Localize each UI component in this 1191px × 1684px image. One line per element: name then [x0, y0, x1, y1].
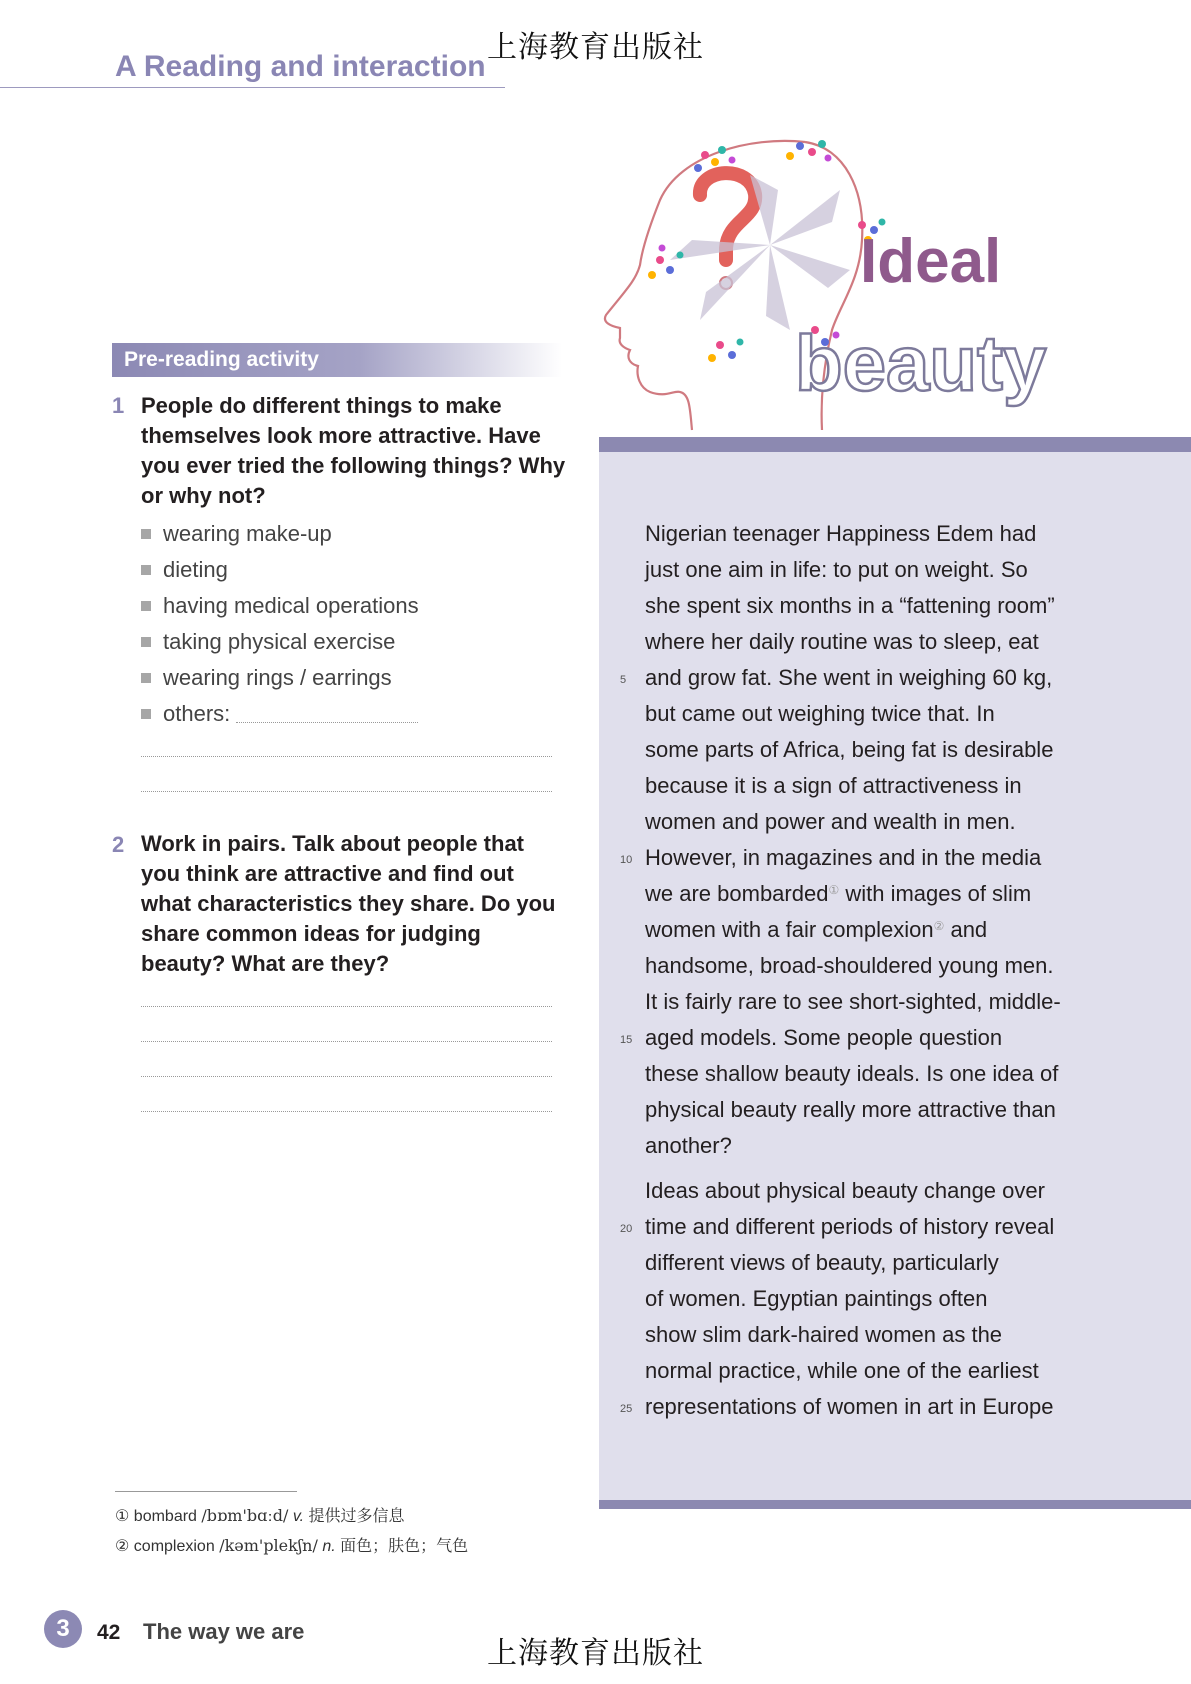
- text-line: some parts of Africa, being fat is desirable: [645, 737, 1054, 762]
- hero-title-ideal: Ideal: [860, 227, 1002, 296]
- publisher-watermark-top: 上海教育出版社: [487, 30, 704, 65]
- reading-panel-bottom-bar: [599, 1500, 1191, 1509]
- question-1-number: 1: [112, 393, 125, 418]
- option-label: wearing rings / earrings: [163, 665, 392, 690]
- list-item: [141, 624, 419, 660]
- pre-reading-label: Pre-reading activity: [124, 348, 319, 371]
- text-line: but came out weighing twice that. In: [645, 701, 995, 726]
- text-line: women and power and wealth in men.: [645, 809, 1016, 834]
- text-line: Ideas about physical beauty change over: [645, 1178, 1045, 1203]
- answer-line[interactable]: [141, 756, 552, 757]
- publisher-watermark-bottom: 上海教育出版社: [487, 1636, 704, 1671]
- footnote-marker[interactable]: ①: [828, 883, 840, 897]
- line-number: 15: [620, 1034, 633, 1046]
- text-line: because it is a sign of attractiveness in: [645, 773, 1022, 798]
- text-segment: women with a fair complexion: [645, 917, 934, 942]
- option-label: others:: [163, 701, 231, 726]
- line-number: 5: [620, 674, 627, 686]
- unit-title: The way we are: [143, 1619, 305, 1644]
- square-bullet-icon: [141, 529, 151, 539]
- text-line: time and different periods of history reveal: [645, 1214, 1055, 1239]
- footnote-pos: v.: [292, 1508, 305, 1525]
- footnote-pos: n.: [322, 1538, 336, 1555]
- text-segment: with images of slim: [839, 881, 1032, 906]
- text-line: However, in magazines and in the media: [645, 845, 1042, 870]
- question-1-options: [141, 516, 419, 732]
- line-number: 10: [620, 854, 633, 866]
- option-label: wearing make-up: [163, 521, 332, 546]
- square-bullet-icon: [141, 673, 151, 683]
- others-answer-line[interactable]: [236, 722, 418, 723]
- answer-line[interactable]: [141, 1111, 552, 1112]
- square-bullet-icon: [141, 601, 151, 611]
- footnote-meaning: 面色；肤色；气色: [340, 1538, 469, 1555]
- footnote-mark: ②: [115, 1538, 130, 1555]
- text-line: where her daily routine was to sleep, eat: [645, 629, 1039, 654]
- text-segment: and: [944, 917, 988, 942]
- text-segment: we are bombarded: [645, 881, 829, 906]
- footnote-phonetic: /kəm'plekʃn/: [219, 1536, 318, 1555]
- footnote-2: [115, 1533, 468, 1556]
- line-number: 20: [620, 1223, 633, 1235]
- answer-line[interactable]: [141, 791, 552, 792]
- text-line: normal practice, while one of the earliest: [645, 1358, 1039, 1383]
- text-line: these shallow beauty ideals. Is one idea of: [645, 1061, 1059, 1086]
- list-item: [141, 552, 419, 588]
- section-divider: [0, 87, 505, 88]
- text-line: of women. Egyptian paintings often: [645, 1286, 988, 1311]
- pre-reading-header: [112, 343, 562, 377]
- square-bullet-icon: [141, 709, 151, 719]
- option-label: having medical operations: [163, 593, 419, 618]
- footnote-word: complexion: [133, 1538, 215, 1555]
- answer-line[interactable]: [141, 1006, 552, 1007]
- footnote-meaning: 提供过多信息: [308, 1508, 405, 1525]
- square-bullet-icon: [141, 637, 151, 647]
- answer-line[interactable]: [141, 1076, 552, 1077]
- text-line: physical beauty really more attractive than: [645, 1097, 1056, 1122]
- footnote-divider: [115, 1491, 297, 1492]
- reading-paragraph-1: [645, 516, 1085, 1164]
- hero-title-beauty: beauty: [795, 319, 1047, 407]
- text-line: handsome, broad-shouldered young men.: [645, 953, 1054, 978]
- unit-number-badge: 3: [44, 1610, 82, 1648]
- ideal-beauty-illustration: [600, 130, 1191, 440]
- text-line: representations of women in art in Europe: [645, 1394, 1054, 1419]
- list-item: [141, 660, 419, 696]
- footnote-word: bombard: [133, 1508, 197, 1525]
- list-item: [141, 588, 419, 624]
- text-line: [645, 912, 1085, 948]
- question-2-number: 2: [112, 832, 125, 857]
- text-line: Nigerian teenager Happiness Edem had: [645, 521, 1037, 546]
- footnote-mark: ①: [115, 1508, 130, 1525]
- text-line: It is fairly rare to see short-sighted, middle-: [645, 989, 1061, 1014]
- page-number: 42: [97, 1621, 121, 1644]
- footnote-phonetic: /bɒm'bɑːd/: [201, 1506, 289, 1525]
- option-label: taking physical exercise: [163, 629, 396, 654]
- section-title: A Reading and interaction: [115, 50, 486, 83]
- list-item: [141, 696, 419, 732]
- question-2-text: Work in pairs. Talk about people that you think are attractive and find out what characteristics they share. Do you share common ideas for judging beauty? What are they?: [141, 831, 556, 976]
- text-line: she spent six months in a “fattening room”: [645, 593, 1055, 618]
- footnote-marker[interactable]: ②: [933, 919, 945, 933]
- answer-line[interactable]: [141, 1041, 552, 1042]
- text-line: just one aim in life: to put on weight. So: [645, 557, 1028, 582]
- text-line: another?: [645, 1133, 732, 1158]
- text-line: [645, 876, 1085, 912]
- text-line: different views of beauty, particularly: [645, 1250, 999, 1275]
- question-1-text: People do different things to make themselves look more attractive. Have you ever tried the following things? Why or why not?: [141, 393, 566, 508]
- option-label: dieting: [163, 557, 228, 582]
- reading-panel-top-bar: [599, 437, 1191, 452]
- text-line: and grow fat. She went in weighing 60 kg,: [645, 665, 1053, 690]
- square-bullet-icon: [141, 565, 151, 575]
- text-line: show slim dark-haired women as the: [645, 1322, 1003, 1347]
- list-item: [141, 516, 419, 552]
- line-number: 25: [620, 1403, 633, 1415]
- text-line: aged models. Some people question: [645, 1025, 1003, 1050]
- footnote-1: [115, 1503, 405, 1526]
- reading-paragraph-2: [645, 1173, 1085, 1425]
